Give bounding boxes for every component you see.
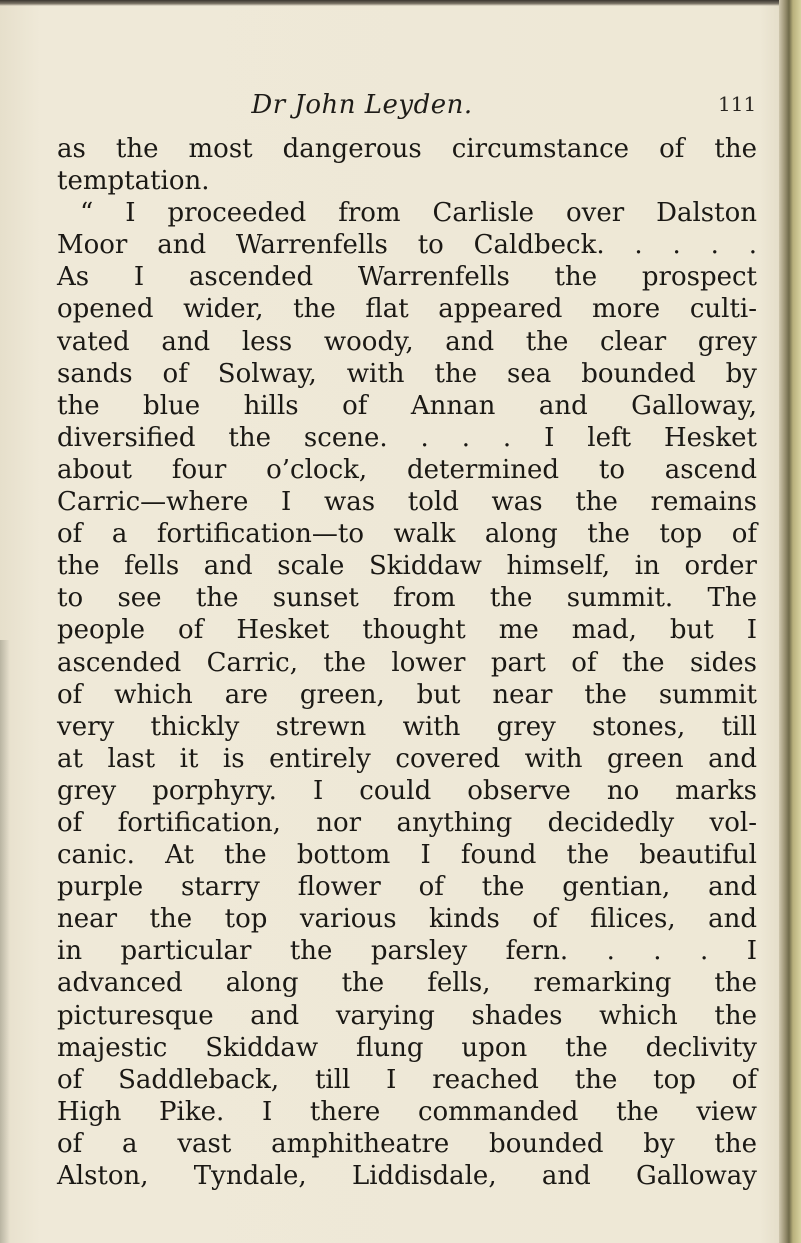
text-line: majestic Skiddaw flung upon the declivity (57, 1032, 757, 1063)
text-line: people of Hesket thought me mad, but I (57, 615, 757, 646)
text-line: “ I proceeded from Carlisle over Dalston (80, 198, 757, 229)
text-line: of Saddleback, till I reached the top of (57, 1064, 757, 1095)
text-line: temptation. (57, 166, 210, 197)
text-line: of fortification, nor anything decidedly vol- (57, 807, 757, 838)
text-line: of which are green, but near the summit (57, 679, 757, 710)
running-head: Dr John Leyden. (251, 90, 473, 120)
text-line: High Pike. I there commanded the view (57, 1096, 757, 1127)
text-line: Carric—where I was told was the remains (57, 487, 757, 518)
text-line: about four o’clock, determined to ascend (57, 454, 757, 485)
text-line: near the top various kinds of filices, and (57, 904, 757, 935)
page-header (0, 90, 801, 130)
text-line: canic. At the bottom I found the beautiful (57, 840, 757, 871)
text-line: ascended Carric, the lower part of the sides (57, 647, 757, 678)
text-line: picturesque and varying shades which the (57, 1000, 757, 1031)
text-line: very thickly strewn with grey stones, till (57, 711, 757, 742)
text-line: as the most dangerous circumstance of the (57, 134, 757, 164)
page-number: 111 (718, 92, 757, 116)
text-line: As I ascended Warrenfells the prospect (57, 262, 757, 293)
text-line: in particular the parsley fern. . . . I (57, 936, 757, 967)
text-line: purple starry flower of the gentian, and (57, 872, 757, 903)
text-line: of a vast amphitheatre bounded by the (57, 1128, 757, 1159)
text-line: vated and less woody, and the clear grey (57, 326, 757, 357)
text-line: the fells and scale Skiddaw himself, in order (57, 551, 757, 582)
text-line: sands of Solway, with the sea bounded by (57, 358, 757, 389)
text-line: Alston, Tyndale, Liddisdale, and Galloway (57, 1161, 757, 1191)
text-line: of a fortification—to walk along the top of (57, 519, 757, 550)
text-line: diversified the scene. . . . I left Hesket (57, 422, 757, 453)
text-line: to see the sunset from the summit. The (57, 583, 757, 614)
body-text (57, 133, 757, 1192)
text-line: at last it is entirely covered with green and (57, 743, 757, 774)
book-binding-edge (779, 0, 801, 1243)
text-line: grey porphyry. I could observe no marks (57, 775, 757, 806)
text-line: Moor and Warrenfells to Caldbeck. . . . . (57, 230, 757, 261)
text-line: opened wider, the flat appeared more culti- (57, 294, 757, 325)
page-left-shadow (0, 640, 10, 1243)
page-top-edge (0, 0, 801, 6)
text-line: advanced along the fells, remarking the (57, 968, 757, 999)
text-line: the blue hills of Annan and Galloway, (57, 390, 757, 421)
